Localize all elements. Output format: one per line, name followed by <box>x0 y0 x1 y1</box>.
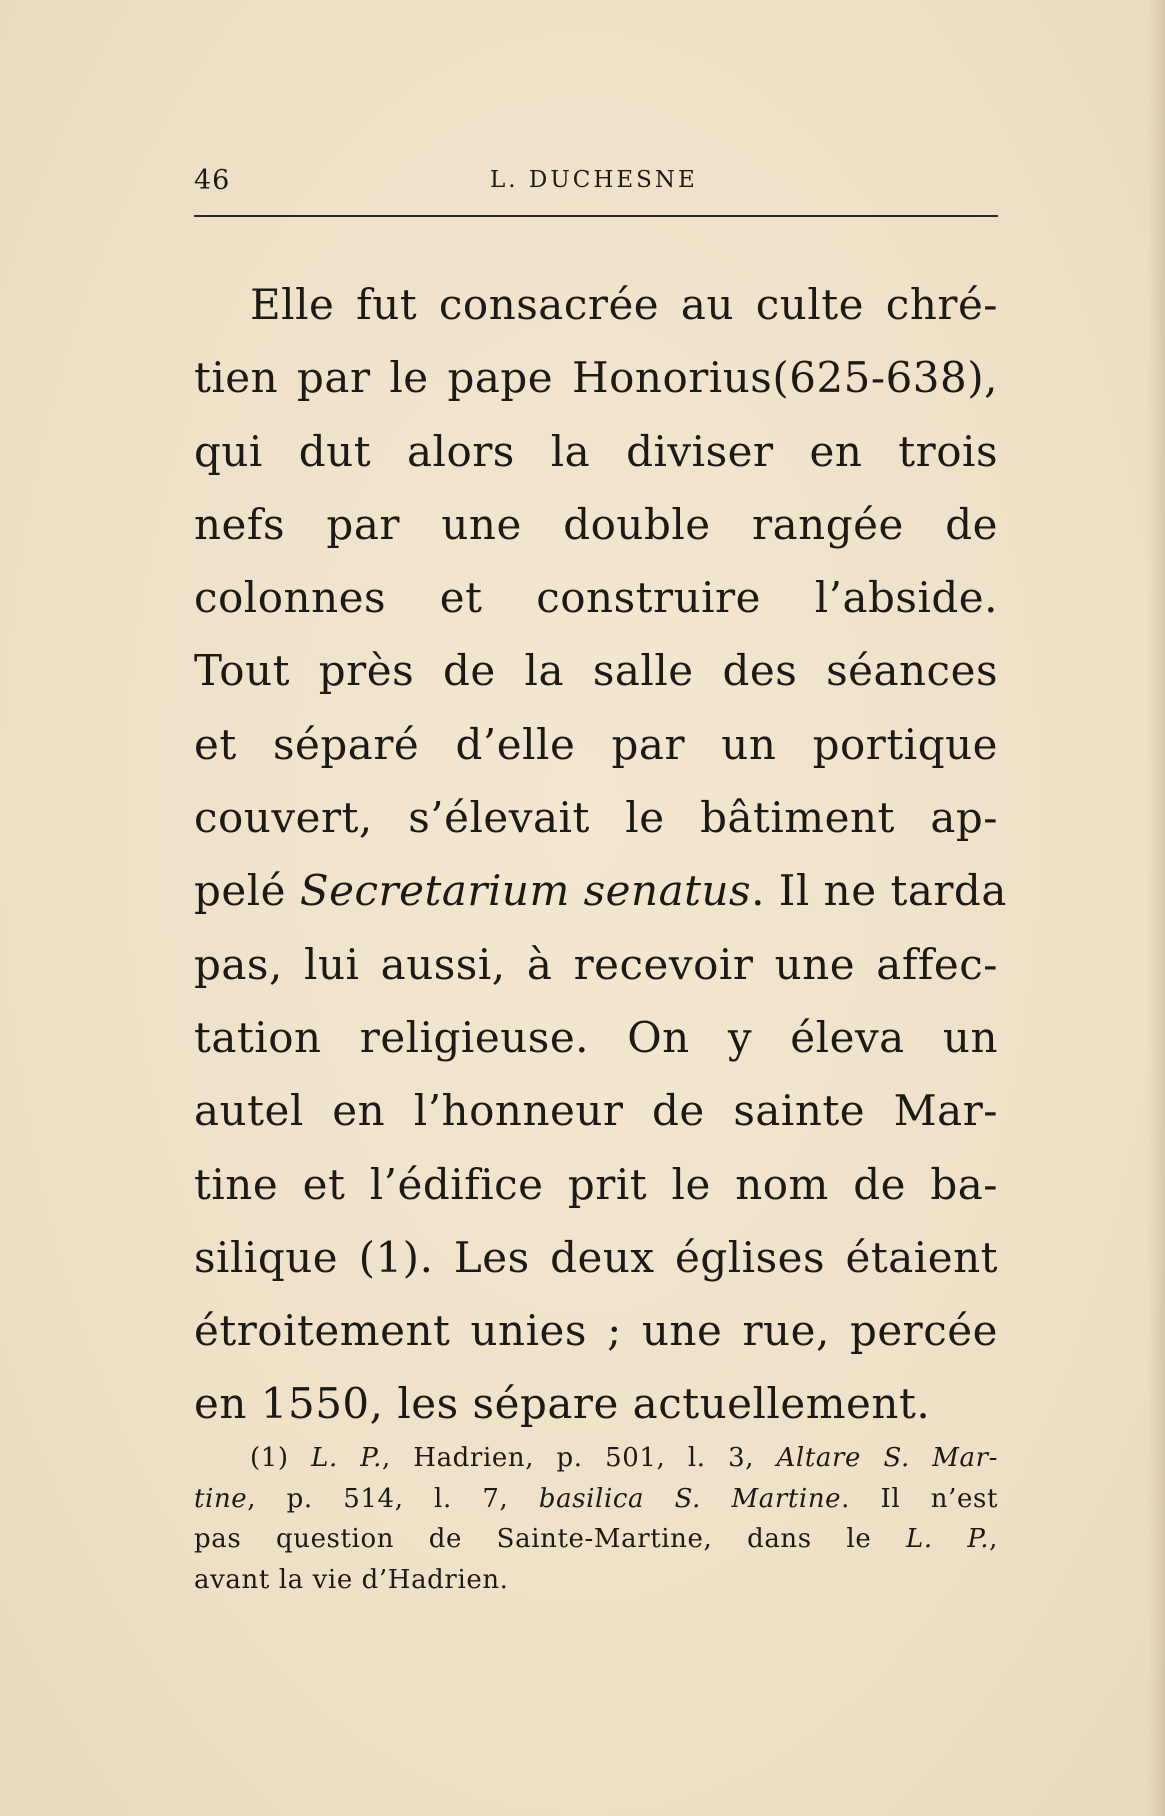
body-line: étroitement unies ; une rue, percée <box>194 1306 998 1356</box>
body-line: colonnes et construire l’abside. <box>194 573 998 623</box>
body-line: pas, lui aussi, à recevoir une affec- <box>194 939 998 989</box>
body-line: qui dut alors la diviser en trois <box>194 426 998 476</box>
body-line: tien par le pape Honorius(625-638), <box>194 353 998 403</box>
body-line: couvert, s’élevait le bâtiment ap- <box>194 793 998 843</box>
body-line: nefs par une double rangée de <box>194 499 998 549</box>
body-line: tation religieuse. On y éleva un <box>194 1012 998 1062</box>
page-number: 46 <box>194 165 231 196</box>
body-line: silique (1). Les deux églises étaient <box>194 1232 998 1282</box>
body-line: pelé Secretarium senatus. Il ne tarda <box>194 866 1007 916</box>
italic-term: Secretarium senatus <box>299 866 752 916</box>
footnote-line: tine, p. 514, l. 7, basilica S. Martine. Il n’est <box>194 1483 998 1514</box>
body-line: autel en l’honneur de sainte Mar- <box>194 1086 998 1136</box>
footnote-line: avant la vie d’Hadrien. <box>194 1564 509 1595</box>
page-edge-shadow <box>1147 0 1165 1816</box>
running-title: L. DUCHESNE <box>490 167 698 193</box>
footnote-line: (1) L. P., Hadrien, p. 501, l. 3, Altare S. Mar- <box>250 1443 999 1473</box>
body-line: tine et l’édifice prit le nom de ba- <box>194 1159 998 1209</box>
body-text <box>194 268 1007 1441</box>
body-line: et séparé d’elle par un portique <box>194 719 998 769</box>
running-head <box>194 165 998 205</box>
body-line: Elle fut consacrée au culte chré- <box>250 280 998 329</box>
footnote <box>194 1438 998 1600</box>
footnote-line: pas question de Sainte-Martine, dans le L. P., <box>194 1524 998 1554</box>
body-line: en 1550, les sépare actuellement. <box>194 1379 931 1429</box>
body-line: Tout près de la salle des séances <box>194 646 998 696</box>
header-rule <box>194 215 998 217</box>
